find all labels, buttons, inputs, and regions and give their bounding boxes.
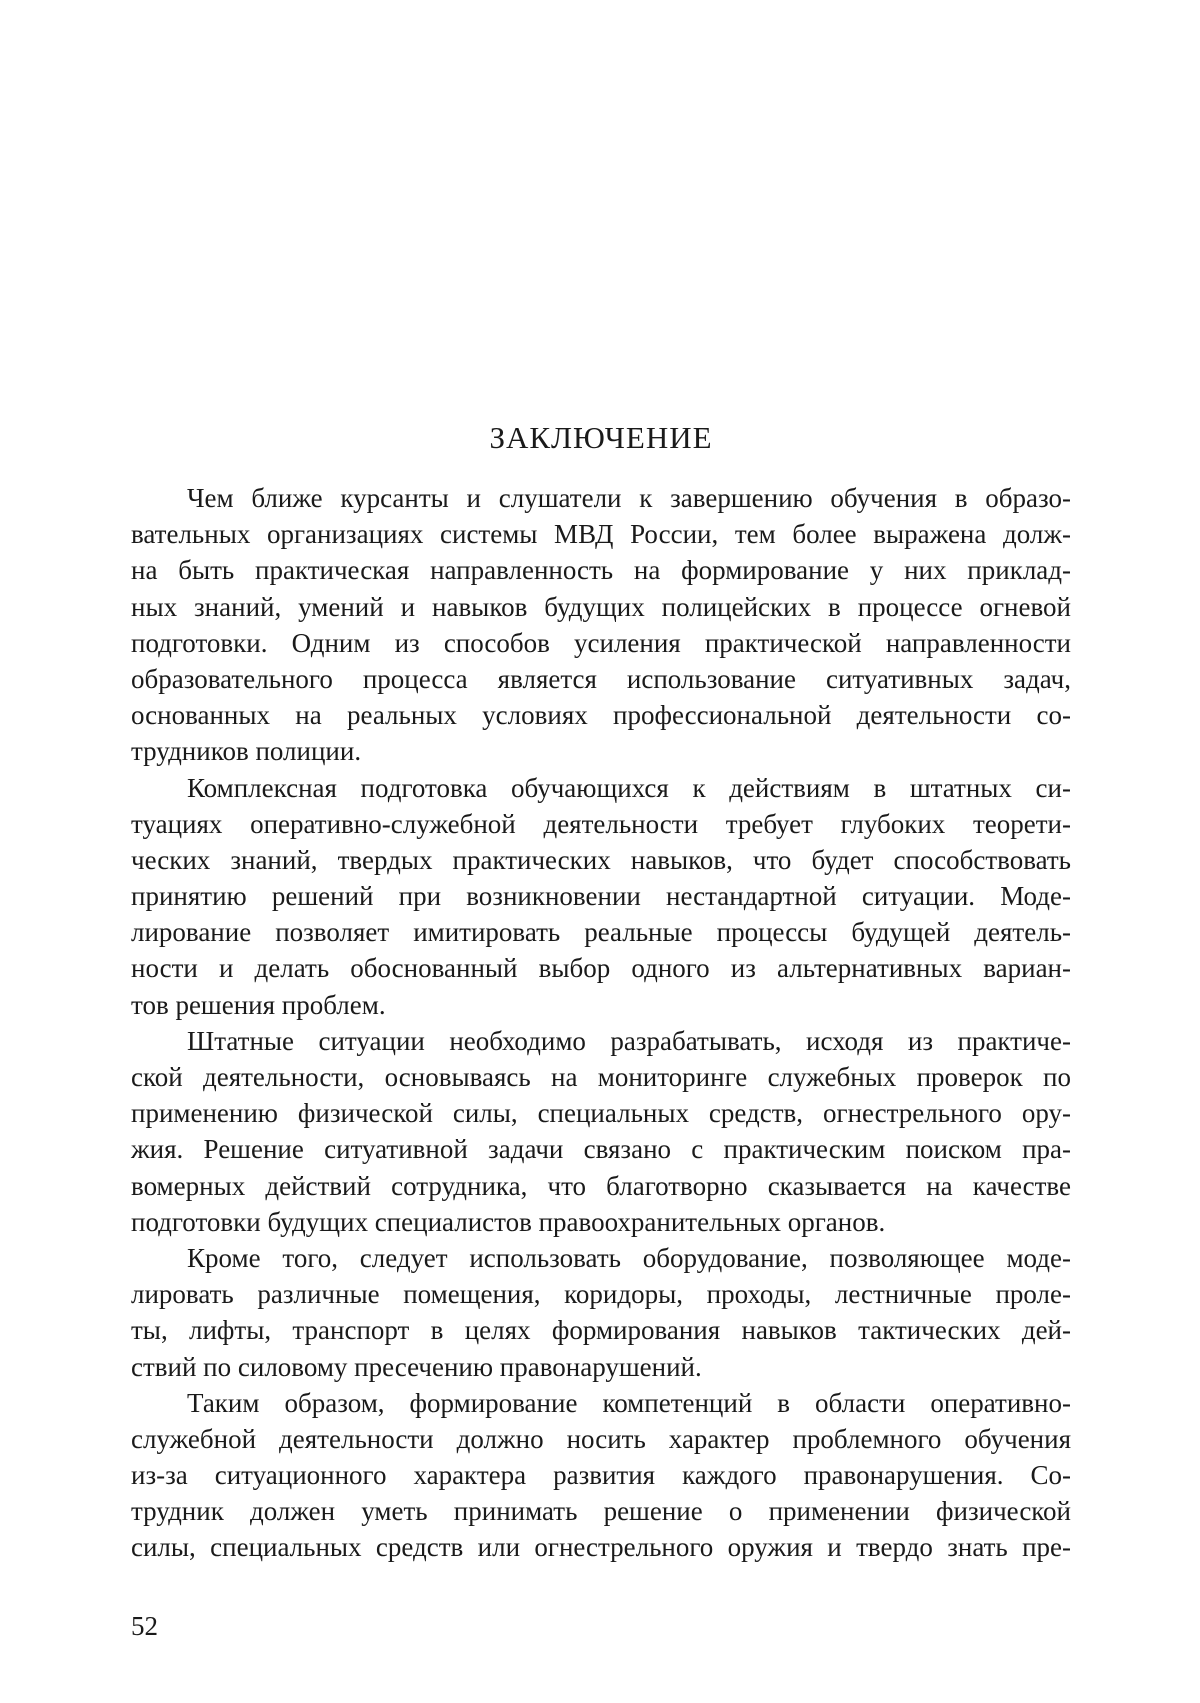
text-line: ности и делать обоснованный выбор одного из альтернативных вариан-: [131, 953, 1071, 984]
text-line: ческих знаний, твердых практических навыков, что будет способствовать: [131, 844, 1071, 875]
page-title: ЗАКЛЮЧЕНИЕ: [489, 420, 713, 455]
text-line: основанных на реальных условиях профессиональной деятельности со-: [131, 700, 1071, 731]
text-line: лирование позволяет имитировать реальные процессы будущей деятель-: [131, 917, 1071, 948]
page-number: 52: [131, 1611, 158, 1641]
text-line: Чем ближе курсанты и слушатели к завершению обучения в образо-: [187, 483, 1071, 513]
text-line: трудников полиции.: [131, 736, 362, 767]
text-line: туациях оперативно-служебной деятельности требует глубоких теорети-: [131, 808, 1071, 839]
text-line: применению физической силы, специальных средств, огнестрельного ору-: [131, 1098, 1071, 1129]
text-line: лировать различные помещения, коридоры, проходы, лестничные проле-: [131, 1279, 1071, 1310]
text-line: вательных организациях системы МВД России, тем более выражена долж-: [131, 519, 1071, 550]
text-line: принятию решений при возникновении нестандартной ситуации. Моде-: [131, 881, 1071, 912]
text-line: образовательного процесса является использование ситуативных задач,: [131, 663, 1071, 694]
text-line: вомерных действий сотрудника, что благотворно сказывается на качестве: [131, 1170, 1071, 1201]
text-line: ствий по силовому пресечению правонарушений.: [131, 1351, 702, 1382]
text-line: Штатные ситуации необходимо разрабатывать, исходя из практиче-: [187, 1025, 1071, 1056]
paragraph: [131, 1240, 1071, 1385]
text-line: ской деятельности, основываясь на мониторинге служебных проверок по: [131, 1062, 1071, 1092]
text-line: жия. Решение ситуативной задачи связано с практическим поиском пра-: [131, 1134, 1071, 1165]
text-line: подготовки. Одним из способов усиления практической направленности: [131, 627, 1071, 658]
text-line: силы, специальных средств или огнестрельного оружия и твердо знать пре-: [131, 1532, 1071, 1563]
paragraph: [131, 1385, 1071, 1566]
text-line: ных знаний, умений и навыков будущих полицейских в процессе огневой: [131, 591, 1071, 622]
text-line: подготовки будущих специалистов правоохранительных органов.: [131, 1206, 886, 1237]
text-line: трудник должен уметь принимать решение о применении физической: [131, 1496, 1071, 1527]
text-line: Комплексная подготовка обучающихся к действиям в штатных си-: [187, 772, 1071, 803]
text-line: ты, лифты, транспорт в целях формирования навыков тактических дей-: [131, 1315, 1071, 1346]
body-text: [131, 480, 1071, 1566]
text-line: из-за ситуационного характера развития каждого правонарушения. Со-: [131, 1460, 1071, 1491]
text-line: служебной деятельности должно носить характер проблемного обучения: [131, 1423, 1071, 1454]
paragraph: [131, 480, 1071, 770]
text-line: Таким образом, формирование компетенций в области оперативно-: [187, 1387, 1071, 1418]
text-line: на быть практическая направленность на формирование у них приклад-: [131, 555, 1071, 586]
paragraph: [131, 1023, 1071, 1240]
text-line: тов решения проблем.: [131, 989, 386, 1020]
text-line: Кроме того, следует использовать оборудование, позволяющее моде-: [187, 1242, 1071, 1273]
paragraph: [131, 770, 1071, 1023]
